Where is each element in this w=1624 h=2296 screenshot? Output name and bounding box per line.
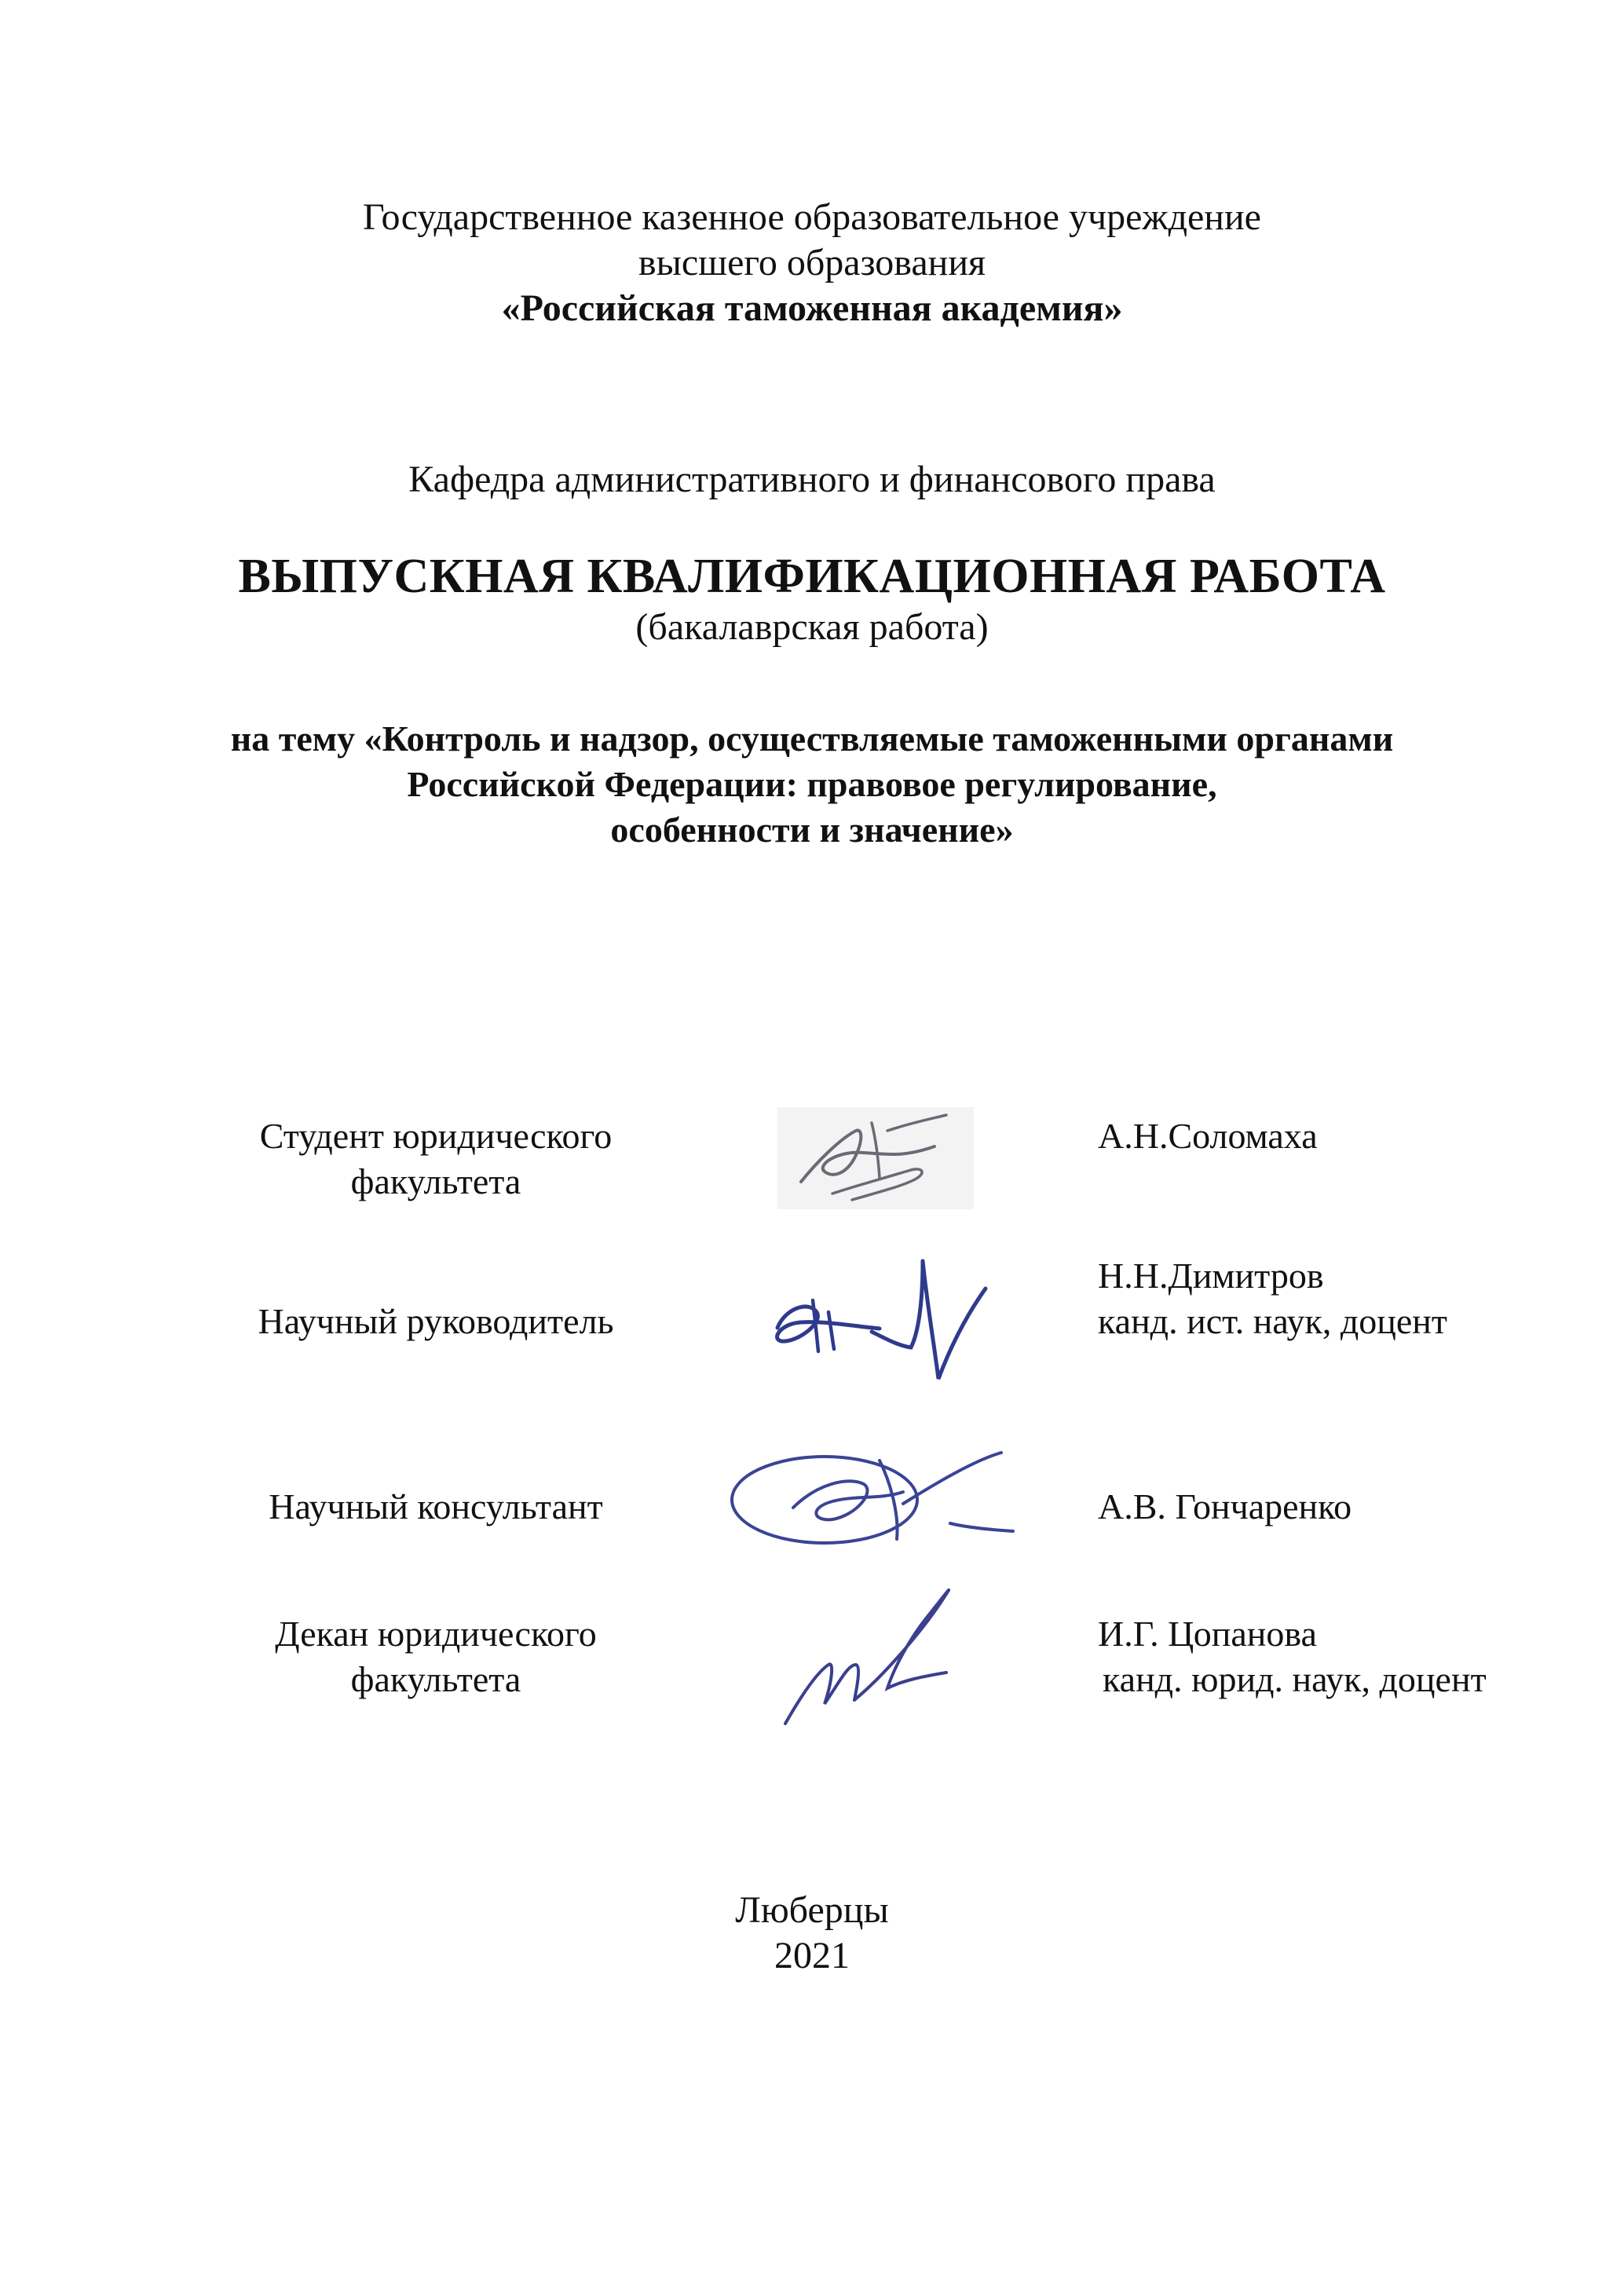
consultant-role xyxy=(196,1484,675,1530)
consultant-role-text: Научный консультант xyxy=(269,1486,603,1526)
dean-person xyxy=(1098,1611,1487,1702)
topic-line-3: особенности и значение» xyxy=(610,810,1014,850)
student-role-line-2: факультета xyxy=(350,1161,521,1201)
topic-block xyxy=(0,716,1624,853)
dean-role-line-2: факультета xyxy=(350,1659,521,1699)
dean-role xyxy=(196,1611,675,1702)
supervisor-role xyxy=(196,1299,675,1344)
student-person xyxy=(1098,1113,1318,1159)
supervisor-signature xyxy=(754,1253,1013,1395)
institution-name: «Российская таможенная академия» xyxy=(501,287,1123,329)
consultant-name: А.В. Гончаренко xyxy=(1098,1486,1352,1526)
work-title: ВЫПУСКНАЯ КВАЛИФИКАЦИОННАЯ РАБОТА xyxy=(238,550,1386,603)
dean-signature xyxy=(770,1578,974,1735)
dean-role-line-1: Декан юридического xyxy=(275,1614,597,1654)
supervisor-degree: канд. ист. наук, доцент xyxy=(1098,1301,1447,1341)
dean-name: И.Г. Цопанова xyxy=(1098,1614,1317,1654)
student-signature xyxy=(777,1107,974,1209)
work-subtitle: (бакалаврская работа) xyxy=(635,606,989,648)
student-name: А.Н.Соломаха xyxy=(1098,1116,1318,1156)
institution-line-2: высшего образования xyxy=(638,242,986,283)
city: Люберцы xyxy=(735,1889,889,1931)
student-role-line-1: Студент юридического xyxy=(259,1116,613,1156)
institution-header xyxy=(0,195,1624,331)
supervisor-person xyxy=(1098,1253,1447,1344)
topic-line-2: Российской Федерации: правовое регулирование, xyxy=(407,764,1217,804)
footer-block xyxy=(0,1888,1624,1979)
consultant-person xyxy=(1098,1484,1352,1530)
student-role xyxy=(196,1113,675,1205)
year: 2021 xyxy=(774,1935,850,1976)
supervisor-role-text: Научный руководитель xyxy=(258,1301,614,1341)
work-title-block xyxy=(0,548,1624,650)
department-name: Кафедра административного и финансового права xyxy=(408,459,1216,500)
topic-line-1: на тему «Контроль и надзор, осуществляемые таможенными органами xyxy=(230,718,1394,759)
consultant-signature xyxy=(722,1437,1021,1563)
department-block xyxy=(0,457,1624,503)
institution-line-1: Государственное казенное образовательное учреждение xyxy=(363,196,1261,238)
supervisor-name: Н.Н.Димитров xyxy=(1098,1256,1324,1296)
dean-degree: канд. юрид. наук, доцент xyxy=(1103,1659,1487,1699)
